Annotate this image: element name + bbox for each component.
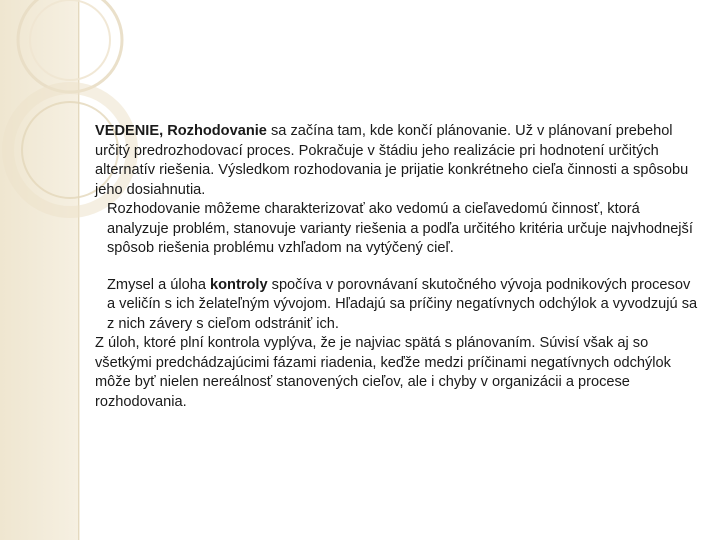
paragraph-2-text: Rozhodovanie môžeme charakterizovať ako vedomú a cieľavedomú činnosť, ktorá analyzuje problém, stanovuje varianty riešenia a podľa určitého kritéria určuje najvhodnejší spôsob riešenia problému vzhľadom na vytýčený cieľ. [107, 201, 693, 256]
paragraph-control-relation [95, 334, 700, 412]
paragraph-control-purpose [95, 276, 700, 335]
term-kontroly: kontroly [210, 276, 268, 293]
heading-vedenie: VEDENIE, [95, 123, 164, 139]
ring-outer [18, 0, 122, 92]
paragraph-decision-making [95, 122, 700, 200]
paragraph-3-after: spočíva v porovnávaní skutočného vývoja podnikových procesov a veličín s ich želateľným vývojom. Hľadajú sa príčiny negatívnych odchýlok a vyvodzujú sa z nich závery s cieľom odstrániť ich. [107, 276, 698, 332]
term-rozhodovanie: Rozhodovanie [167, 123, 267, 139]
slide-body [95, 122, 700, 412]
paragraph-4-text: Z úloh, ktoré plní kontrola vyplýva, že je najviac spätá s plánovaním. Súvisí však aj so všetkými predchádzajúcimi fázami riadenia, keďže medzi príčinami negatívnych odchýlok môže byť nielen nereálnosť stanovených cieľov, ale i chyby v organizácii a procese rozhodovania. [95, 335, 671, 410]
paragraph-decision-definition [95, 200, 700, 259]
ring-middle [30, 0, 110, 80]
paragraph-3-before: Zmysel a úloha [107, 276, 211, 293]
paragraph-1-text: sa začína tam, kde končí plánovanie. Už v plánovaní prebehol určitý predrozhodovací proces. Pokračuje v štádiu jeho realizácie pri hodnotení určitých alternatív riešenia. Výsledkom rozhodovania je prijatie konkrétneho cieľa činnosti a spôsobu jeho dosiahnutia. [95, 123, 689, 198]
